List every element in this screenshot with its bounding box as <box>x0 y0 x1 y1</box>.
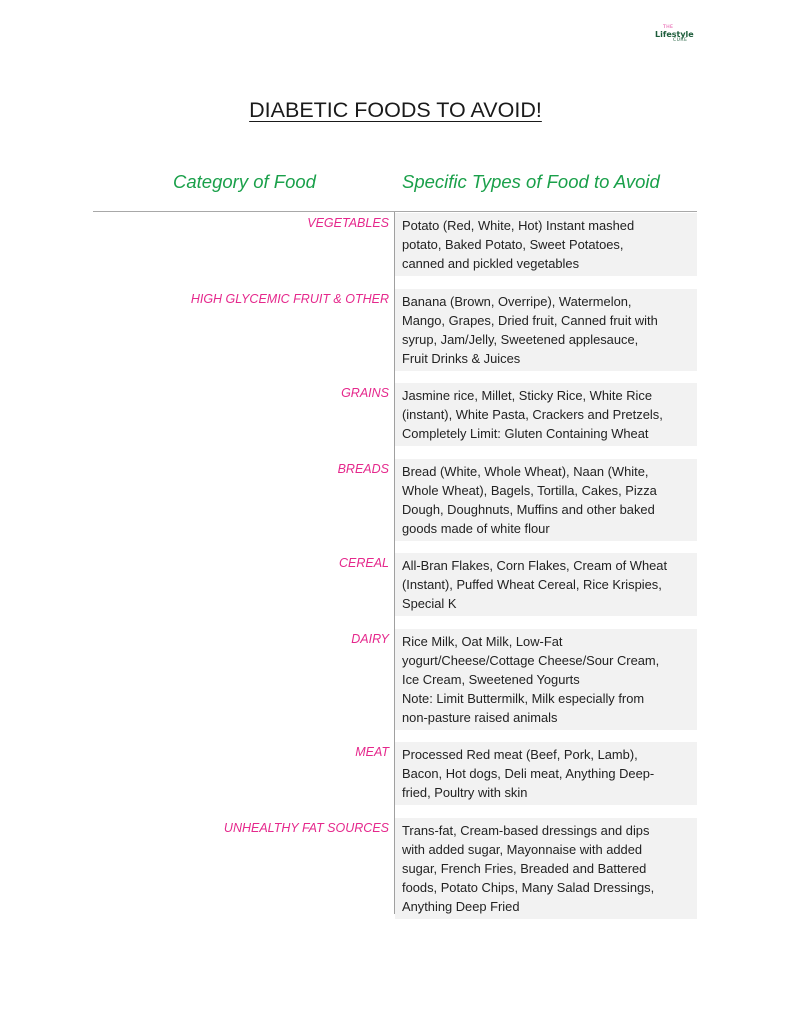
table-row-category: VEGETABLES <box>307 216 389 230</box>
food-line: syrup, Jam/Jelly, Sweetened applesauce, <box>402 332 639 347</box>
food-line: with added sugar, Mayonnaise with added <box>402 842 643 857</box>
food-line: (Instant), Puffed Wheat Cereal, Rice Krispies, <box>402 577 662 592</box>
table-row-category: GRAINS <box>341 386 389 400</box>
table-row-foods <box>395 818 697 919</box>
food-line: Special K <box>402 596 457 611</box>
food-line: yogurt/Cheese/Cottage Cheese/Sour Cream, <box>402 653 660 668</box>
page-title: DIABETIC FOODS TO AVOID! <box>249 98 542 122</box>
table-row-category: UNHEALTHY FAT SOURCES <box>223 821 389 835</box>
logo-sub-text: CURE <box>673 37 688 43</box>
logo-small-text: THE <box>663 25 674 30</box>
table-top-border <box>93 211 697 212</box>
table-row-foods-text <box>402 292 693 368</box>
table-row-foods-text <box>402 821 693 916</box>
table-row-foods-text <box>402 386 693 443</box>
food-line: Fruit Drinks & Juices <box>402 351 521 366</box>
table-row-foods <box>395 383 697 446</box>
logo-main-text: Lifestyle <box>655 29 694 39</box>
food-line: goods made of white flour <box>402 521 550 536</box>
table-row-foods <box>395 629 697 730</box>
food-line: Banana (Brown, Overripe), Watermelon, <box>402 294 632 309</box>
food-line: Trans-fat, Cream-based dressings and dips <box>402 823 650 838</box>
table-row-foods-text <box>402 462 693 538</box>
food-line: non-pasture raised animals <box>402 710 558 725</box>
food-line: All-Bran Flakes, Corn Flakes, Cream of Wheat <box>402 558 668 573</box>
column-header-types: Specific Types of Food to Avoid <box>402 171 660 192</box>
table-row-foods <box>395 213 697 276</box>
table-row-category: MEAT <box>355 745 389 759</box>
food-line: Mango, Grapes, Dried fruit, Canned fruit with <box>402 313 658 328</box>
food-line: fried, Poultry with skin <box>402 785 528 800</box>
table-row-foods <box>395 742 697 805</box>
table-row-foods <box>395 289 697 371</box>
food-line: Processed Red meat (Beef, Pork, Lamb), <box>402 747 638 762</box>
food-line: Ice Cream, Sweetened Yogurts <box>402 672 580 687</box>
food-line: Completely Limit: Gluten Containing Wheat <box>402 426 649 441</box>
table-row-foods-text <box>402 216 693 273</box>
table-row-category: CEREAL <box>338 556 389 570</box>
food-line: Note: Limit Buttermilk, Milk especially from <box>402 691 645 706</box>
food-line: canned and pickled vegetables <box>402 256 580 271</box>
food-line: Jasmine rice, Millet, Sticky Rice, White Rice <box>402 388 652 403</box>
table-row-category: HIGH GLYCEMIC FRUIT & OTHER <box>190 292 389 306</box>
food-line: Potato (Red, White, Hot) Instant mashed <box>402 218 635 233</box>
table-row-foods <box>395 553 697 616</box>
food-line: Bread (White, Whole Wheat), Naan (White, <box>402 464 649 479</box>
food-line: Anything Deep Fried <box>402 899 520 914</box>
table-row-category: DAIRY <box>351 632 389 646</box>
table-row-foods-text <box>402 632 693 727</box>
food-line: (instant), White Pasta, Crackers and Pretzels, <box>402 407 663 422</box>
food-line: potato, Baked Potato, Sweet Potatoes, <box>402 237 624 252</box>
food-line: foods, Potato Chips, Many Salad Dressings, <box>402 880 655 895</box>
table-row-category: BREADS <box>337 462 389 476</box>
food-line: Bacon, Hot dogs, Deli meat, Anything Deep- <box>402 766 655 781</box>
table-row-foods <box>395 459 697 541</box>
food-line: Dough, Doughnuts, Muffins and other baked <box>402 502 655 517</box>
food-line: Rice Milk, Oat Milk, Low-Fat <box>402 634 563 649</box>
column-header-category: Category of Food <box>173 171 316 192</box>
table-row-foods-text <box>402 556 693 613</box>
table-row-foods-text <box>402 745 693 802</box>
food-line: Whole Wheat), Bagels, Tortilla, Cakes, Pizza <box>402 483 657 498</box>
brand-logo <box>655 26 703 43</box>
food-line: sugar, French Fries, Breaded and Battered <box>402 861 647 876</box>
